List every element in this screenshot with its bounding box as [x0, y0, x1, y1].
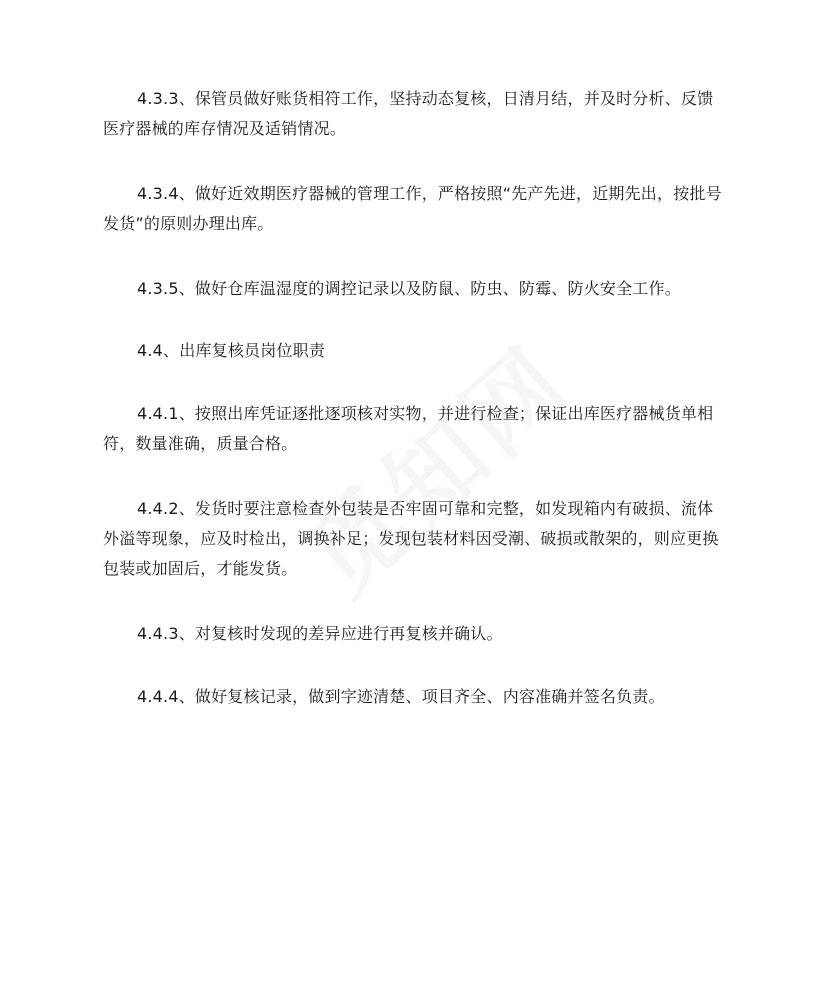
paragraph-4-4-1: 4.4.1、按照出库凭证逐批逐项核对实物，并进行检查；保证出库医疗器械货单相符，数量准确，质量合格。 [103, 404, 714, 453]
paragraph-4-4-2: 4.4.2、发货时要注意检查外包装是否牢固可靠和完整，如发现箱内有破损、流体外溢等现象，应及时检出，调换补足；发现包装材料因受潮、破损或散架的，则应更换包装或加固后，才能发货。 [103, 499, 719, 578]
paragraph-4-4-4: 4.4.4、做好复核记录，做到字迹清楚、项目齐全、内容准确并签名负责。 [137, 687, 665, 706]
section-heading-4-4: 4.4、出库复核员岗位职责 [137, 341, 326, 360]
paragraph-4-4-3: 4.4.3、对复核时发现的差异应进行再复核并确认。 [137, 624, 503, 643]
paragraph-4-3-3: 4.3.3、保管员做好账货相符工作，坚持动态复核，日清月结，并及时分析、反馈医疗器械的库存情况及适销情况。 [103, 89, 714, 138]
paragraph-4-3-5: 4.3.5、做好仓库温湿度的调控记录以及防鼠、防虫、防霉、防火安全工作。 [137, 279, 681, 298]
paragraph-4-3-4: 4.3.4、做好近效期医疗器械的管理工作，严格按照“先产先进，近期先出，按批号发货”的原则办理出库。 [103, 184, 722, 233]
